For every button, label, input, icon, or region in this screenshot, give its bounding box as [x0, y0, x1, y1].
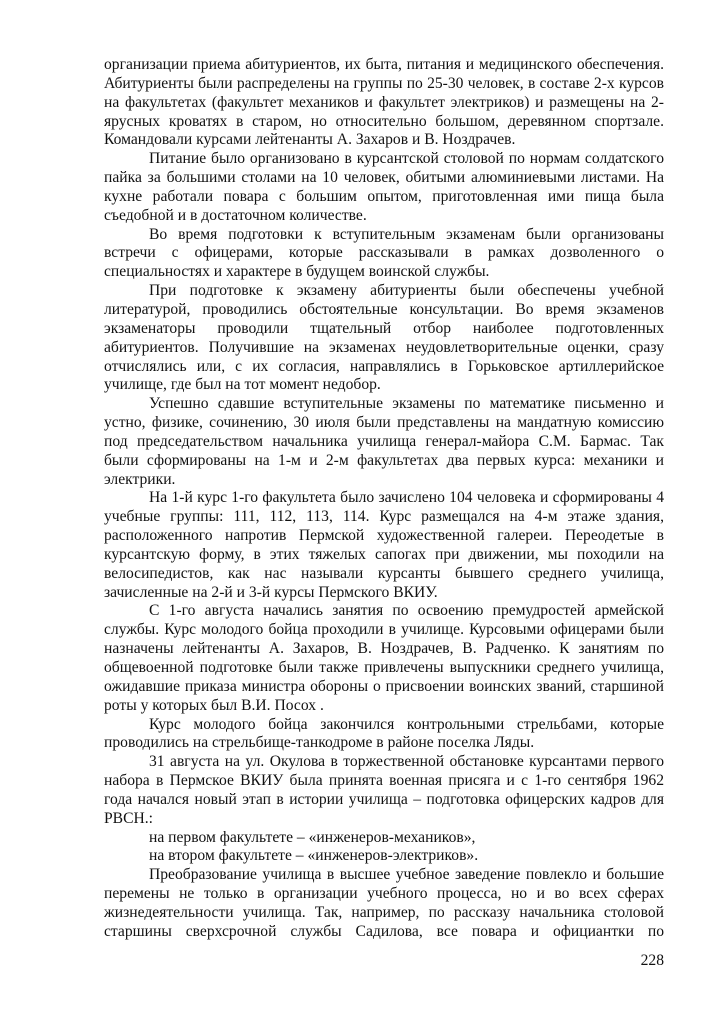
document-body [104, 56, 664, 942]
page-number: 228 [640, 952, 664, 969]
paragraph: 31 августа на ул. Окулова в торжественной обстановке курсантами первого набора в Пермское ВКИУ была принята военная присяга и с 1-го сентября 1962 года начался новый этап в истории училища – подготовка офицерских кадров для РВСН.: [104, 753, 664, 827]
list-item: на втором факультете – «инженеров-электриков». [149, 847, 479, 865]
list-item: на первом факультете – «инженеров-механиков», [149, 828, 476, 846]
paragraph: Во время подготовки к вступительным экзаменам были организованы встречи с офицерами, которые рассказывали в рамках дозволенного о специальностях и характере в будущем воинской службы. [104, 225, 664, 281]
paragraph: организации приема абитуриентов, их быта, питания и медицинского обеспечения. Абитуриенты были распределены на группы по 25-30 человек, в составе 2-х курсов на факультетах (факультет механиков и факультет электриков) и размещены на 2-ярусных кроватях в старом, но относительно большом, деревянном спортзале. Командовали курсами лейтенанты А. Захаров и В. Ноздрачев. [104, 56, 664, 149]
paragraph: С 1-го августа начались занятия по освоению премудростей армейской службы. Курс молодого бойца проходили в училище. Курсовыми офицерами были назначены лейтенанты А. Захаров, В. Ноздрачев, В. Радченко. К занятиям по общевоенной подготовке были также привлечены выпускники среднего училища, ожидавшие приказа министра обороны о присвоении воинских званий, старшиной роты у которых был В.И. Посох . [104, 602, 664, 714]
paragraph: Курс молодого бойца закончился контрольными стрельбами, которые проводились на стрельбище-танкодроме в районе поселка Ляды. [104, 715, 664, 752]
paragraph: Питание было организовано в курсантской столовой по нормам солдатского пайка за большими столами на 10 человек, обитыми алюминиевыми листами. На кухне работали повара с большим опытом, приготовленная ими пища была съедобной и в достаточном количестве. [104, 150, 664, 224]
paragraph: При подготовке к экзамену абитуриенты были обеспечены учебной литературой, проводились обстоятельные консультации. Во время экзаменов экзаменаторы проводили тщательный отбор наиболее подготовленных абитуриентов. Получившие на экзаменах неудовлетворительные оценки, сразу отчислялись или, с их согласия, направлялись в Горьковское артиллерийское училище, где был на тот момент недобор. [104, 282, 664, 394]
paragraph: На 1-й курс 1-го факультета было зачислено 104 человека и сформированы 4 учебные группы: 111, 112, 113, 114. Курс размещался на 4-м этаже здания, расположенного напротив Пермской художественной галереи. Переодетые в курсантскую форму, в этих тяжелых сапогах при движении, мы походили на велосипедистов, как нас называли курсанты бывшего среднего училища, зачисленные на 2-й и 3-й курсы Пермского ВКИУ. [104, 489, 664, 601]
paragraph: Успешно сдавшие вступительные экзамены по математике письменно и устно, физике, сочинению, 30 июля были представлены на мандатную комиссию под председательством начальника училища генерал-майора С.М. Бармас. Так были сформированы на 1-м и 2-м факультетах два первых курса: механики и электрики. [104, 395, 664, 488]
paragraph: Преобразование училища в высшее учебное заведение повлекло и большие перемены не только в организации учебного процесса, но и во всех сферах жизнедеятельности училища. Так, например, по рассказу начальника столовой старшины сверхсрочной службы Садилова, все повара и официантки по [104, 866, 664, 940]
